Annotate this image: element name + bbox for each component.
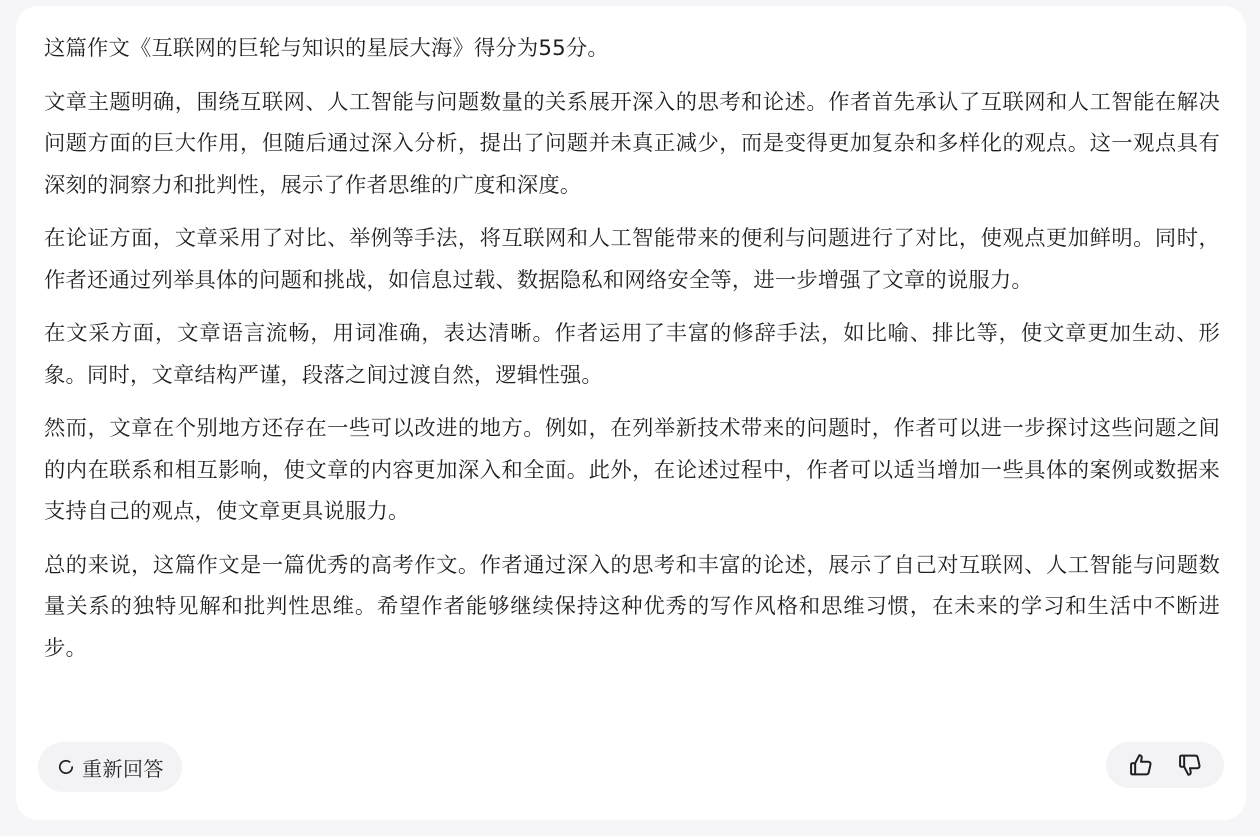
feedback-group (1106, 742, 1224, 788)
answer-paragraph-score: 这篇作文《互联网的巨轮与知识的星辰大海》得分为55分。 (44, 36, 609, 61)
thumbs-down-icon[interactable] (1172, 747, 1208, 783)
answer-paragraph-style: 在文采方面，文章语言流畅，用词准确，表达清晰。作者运用了丰富的修辞手法，如比喻、排比等，使文章更加生动、形象。同时，文章结构严谨，段落之间过渡自然，逻辑性强。 (44, 321, 1220, 388)
regenerate-button[interactable] (38, 742, 182, 792)
answer-footer (38, 742, 1224, 792)
answer-paragraph-summary: 总的来说，这篇作文是一篇优秀的高考作文。作者通过深入的思考和丰富的论述，展示了自己对互联网、人工智能与问题数量关系的独特见解和批判性思维。希望作者能够继续保持这种优秀的写作风格和思维习惯，在未来的学习和生活中不断进步。 (44, 552, 1220, 661)
answer-content (44, 28, 1220, 681)
answer-paragraph-argument: 在论证方面，文章采用了对比、举例等手法，将互联网和人工智能带来的便利与问题进行了对比，使观点更加鲜明。同时，作者还通过列举具体的问题和挑战，如信息过载、数据隐私和网络安全等，进一步增强了文章的说服力。 (44, 226, 1220, 293)
thumbs-up-icon[interactable] (1123, 747, 1159, 783)
answer-paragraph-theme: 文章主题明确，围绕互联网、人工智能与问题数量的关系展开深入的思考和论述。作者首先承认了互联网和人工智能在解决问题方面的巨大作用，但随后通过深入分析，提出了问题并未真正减少，而是变得更加复杂和多样化的观点。这一观点具有深刻的洞察力和批判性，展示了作者思维的广度和深度。 (44, 89, 1220, 198)
regenerate-label: 重新回答 (82, 756, 164, 781)
refresh-icon (56, 757, 76, 777)
answer-paragraph-improvement: 然而，文章在个别地方还存在一些可以改进的地方。例如，在列举新技术带来的问题时，作者可以进一步探讨这些问题之间的内在联系和相互影响，使文章的内容更加深入和全面。此外，在论述过程中，作者可以适当增加一些具体的案例或数据来支持自己的观点，使文章更具说服力。 (44, 416, 1220, 524)
answer-card (16, 6, 1246, 820)
